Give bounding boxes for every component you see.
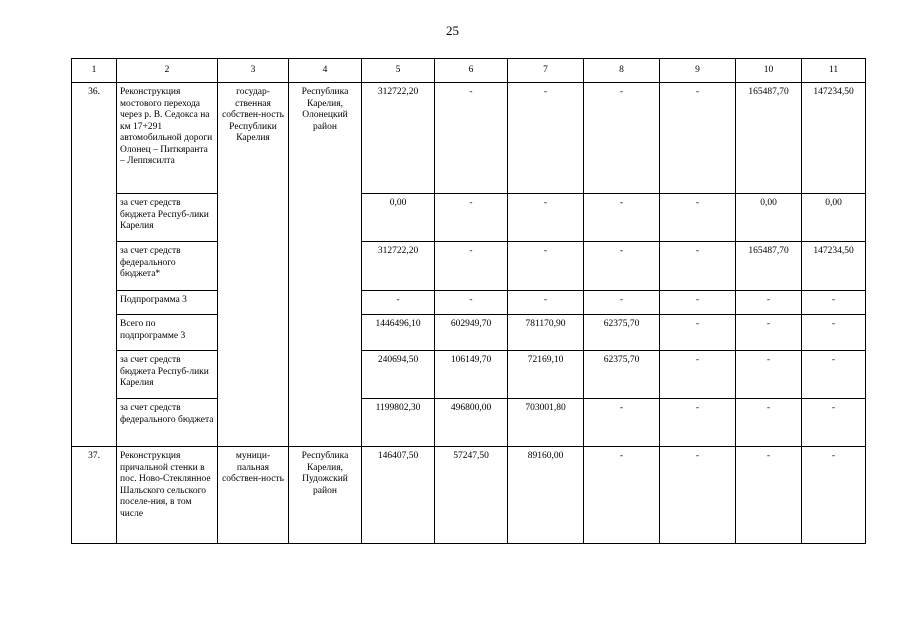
value-cell: - (660, 242, 736, 291)
value-cell: - (802, 291, 866, 315)
value-cell: 89160,00 (508, 447, 584, 544)
table-row (72, 291, 866, 315)
value-cell: 147234,50 (802, 242, 866, 291)
value-cell: - (584, 291, 660, 315)
value-cell: - (802, 399, 866, 447)
value-cell: 602949,70 (435, 315, 508, 351)
value-cell: - (508, 83, 584, 194)
value-cell: - (584, 83, 660, 194)
value-cell: - (660, 291, 736, 315)
budget-table (71, 58, 866, 544)
value-cell: - (584, 242, 660, 291)
value-cell: - (736, 351, 802, 399)
table-row (72, 242, 866, 291)
value-cell: - (736, 399, 802, 447)
header-cell: 1 (72, 59, 117, 83)
header-cell: 9 (660, 59, 736, 83)
location: Республика Карелия, Олонецкий район (289, 83, 362, 447)
value-cell: - (435, 242, 508, 291)
value-cell: - (508, 291, 584, 315)
value-cell: - (362, 291, 435, 315)
value-cell: 147234,50 (802, 83, 866, 194)
value-cell: - (584, 447, 660, 544)
value-cell: - (508, 242, 584, 291)
value-cell: 62375,70 (584, 315, 660, 351)
value-cell: 312722,20 (362, 83, 435, 194)
table-row (72, 315, 866, 351)
location: Республика Карелия, Пудожский район (289, 447, 362, 544)
value-cell: - (802, 447, 866, 544)
ownership: государ-ственная собствен-ность Республики Карелия (218, 83, 289, 447)
header-row (72, 59, 866, 83)
table-row (72, 351, 866, 399)
table-row (72, 447, 866, 544)
value-cell: - (435, 194, 508, 242)
header-cell: 3 (218, 59, 289, 83)
object-name: за счет средств федерального бюджета (117, 399, 218, 447)
row-number: 36. (72, 83, 117, 447)
value-cell: - (660, 194, 736, 242)
ownership: муници-пальная собствен-ность (218, 447, 289, 544)
table-row (72, 83, 866, 194)
value-cell: - (660, 315, 736, 351)
object-name: за счет средств федерального бюджета* (117, 242, 218, 291)
value-cell: 703001,80 (508, 399, 584, 447)
value-cell: - (660, 83, 736, 194)
header-cell: 6 (435, 59, 508, 83)
value-cell: 781170,90 (508, 315, 584, 351)
object-name: Реконструкция причальной стенки в пос. Ново-Стеклянное Шальского сельского поселе-ния, в том числе (117, 447, 218, 544)
subprogram-title: Подпрограмма 3 (117, 291, 218, 315)
value-cell: 0,00 (362, 194, 435, 242)
value-cell: - (736, 447, 802, 544)
value-cell: 1199802,30 (362, 399, 435, 447)
value-cell: - (660, 447, 736, 544)
table-row (72, 194, 866, 242)
value-cell: - (660, 351, 736, 399)
header-cell: 4 (289, 59, 362, 83)
value-cell: - (736, 291, 802, 315)
value-cell: 0,00 (802, 194, 866, 242)
value-cell: - (802, 351, 866, 399)
value-cell: 496800,00 (435, 399, 508, 447)
object-name: за счет средств бюджета Респуб-лики Карелия (117, 194, 218, 242)
header-cell: 2 (117, 59, 218, 83)
value-cell: - (584, 194, 660, 242)
value-cell: - (802, 315, 866, 351)
row-number: 37. (72, 447, 117, 544)
value-cell: 165487,70 (736, 242, 802, 291)
table-row (72, 399, 866, 447)
header-cell: 10 (736, 59, 802, 83)
value-cell: - (584, 399, 660, 447)
value-cell: - (435, 291, 508, 315)
value-cell: - (736, 315, 802, 351)
object-name: Реконструкция мостового перехода через р. В. Седокса на км 17+291 автомобильной дороги Олонец – Питкяранта – Леппясилта (117, 83, 218, 194)
value-cell: 1446496,10 (362, 315, 435, 351)
value-cell: 146407,50 (362, 447, 435, 544)
value-cell: 0,00 (736, 194, 802, 242)
header-cell: 11 (802, 59, 866, 83)
object-name: за счет средств бюджета Респуб-лики Карелия (117, 351, 218, 399)
value-cell: 106149,70 (435, 351, 508, 399)
value-cell: 57247,50 (435, 447, 508, 544)
value-cell: - (660, 399, 736, 447)
page-number: 25 (446, 23, 459, 38)
value-cell: 72169,10 (508, 351, 584, 399)
value-cell: 312722,20 (362, 242, 435, 291)
header-cell: 8 (584, 59, 660, 83)
value-cell: - (435, 83, 508, 194)
value-cell: 165487,70 (736, 83, 802, 194)
value-cell: 62375,70 (584, 351, 660, 399)
header-cell: 7 (508, 59, 584, 83)
value-cell: - (508, 194, 584, 242)
header-cell: 5 (362, 59, 435, 83)
object-name: Всего по подпрограмме 3 (117, 315, 218, 351)
value-cell: 240694,50 (362, 351, 435, 399)
